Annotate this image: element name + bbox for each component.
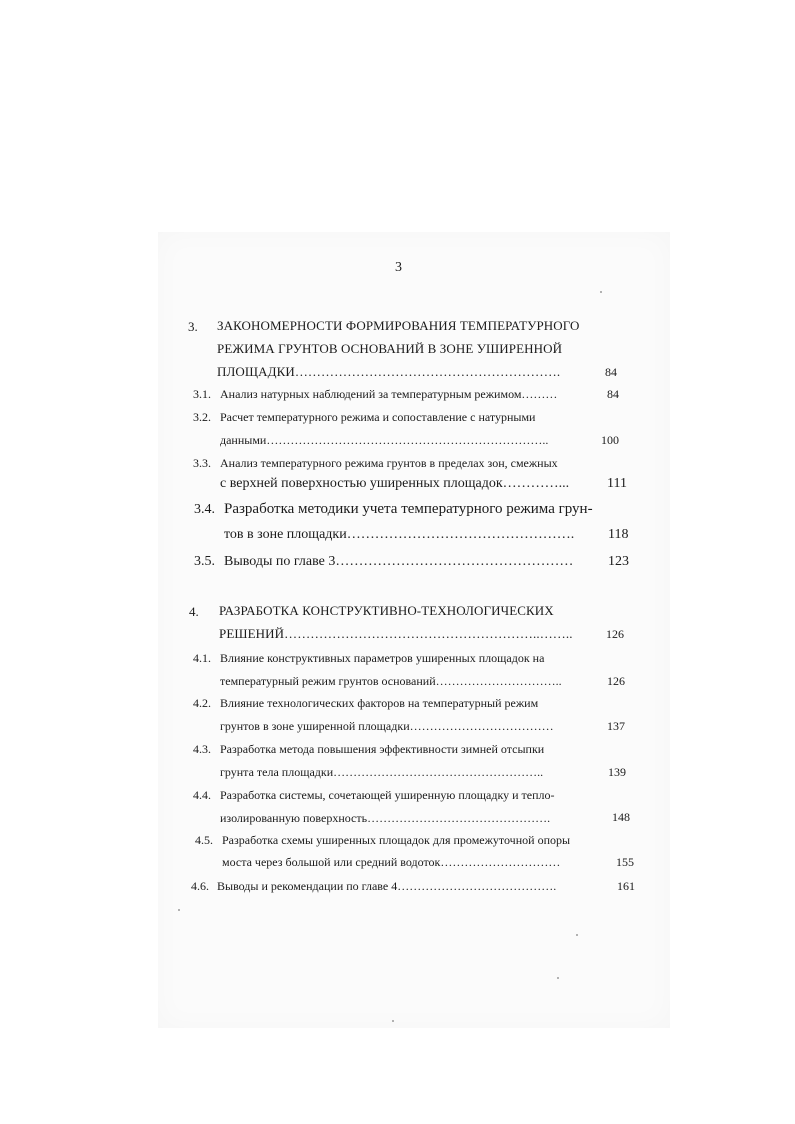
toc-page-number: 139 <box>608 765 626 779</box>
section-title: грунтов в зоне уширенной площадки……………………………… <box>220 719 554 733</box>
section-number: 4.4. <box>193 788 211 802</box>
section-title: тов в зоне площадки…………………………………………. <box>224 527 575 542</box>
chapter-number: 3. <box>188 319 198 334</box>
section-title: Анализ натурных наблюдений за температурным режимом……… <box>220 387 558 401</box>
section-title: Разработка метода повышения эффективности зимней отсыпки <box>220 742 545 756</box>
page-number: 3 <box>395 260 402 275</box>
chapter-title-line: ЗАКОНОМЕРНОСТИ ФОРМИРОВАНИЯ ТЕМПЕРАТУРНОГО <box>217 318 580 333</box>
scan-speck <box>576 934 578 936</box>
section-number: 3.1. <box>193 387 211 401</box>
scan-speck <box>392 1020 394 1022</box>
toc-page-number: 84 <box>605 365 617 379</box>
toc-page-number: 155 <box>616 855 634 869</box>
section-title: моста через большой или средний водоток………………………… <box>222 855 561 869</box>
section-title: данными…………………………………………………………….. <box>220 433 549 447</box>
section-title: Разработка методики учета температурного режима грун- <box>224 501 593 517</box>
section-title: изолированную поверхность………………………………………. <box>220 811 551 825</box>
toc-page-number: 126 <box>606 627 624 641</box>
chapter-title-line: РАЗРАБОТКА КОНСТРУКТИВНО-ТЕХНОЛОГИЧЕСКИХ <box>219 603 554 618</box>
section-number: 3.2. <box>193 410 211 424</box>
toc-page-number: 126 <box>607 674 625 688</box>
toc-page-number: 111 <box>607 476 627 491</box>
toc-page-number: 84 <box>607 387 619 401</box>
toc-page-number: 148 <box>612 810 630 824</box>
section-title: Анализ температурного режима грунтов в пределах зон, смежных <box>220 456 558 470</box>
section-title: Выводы по главе 3…………………………………………… <box>224 554 574 569</box>
toc-page-number: 100 <box>601 433 619 447</box>
section-number: 4.2. <box>193 696 211 710</box>
section-title: Расчет температурного режима и сопоставление с натурными <box>220 410 536 424</box>
chapter-title-line: РЕШЕНИЙ…………………………………………………..…….. <box>219 626 573 641</box>
section-title: Влияние технологических факторов на температурный режим <box>220 696 539 710</box>
section-number: 4.1. <box>193 651 211 665</box>
section-number: 3.3. <box>193 456 211 470</box>
toc-page-number: 137 <box>607 719 625 733</box>
section-number: 4.3. <box>193 742 211 756</box>
section-title: Влияние конструктивных параметров уширенных площадок на <box>220 651 545 665</box>
chapter-title-line: РЕЖИМА ГРУНТОВ ОСНОВАНИЙ В ЗОНЕ УШИРЕННОЙ <box>217 341 563 356</box>
section-title: Разработка системы, сочетающей уширенную площадку и тепло- <box>220 788 555 802</box>
section-number: 4.5. <box>195 833 213 847</box>
section-title: грунта тела площадки…………………………………………….. <box>220 765 544 779</box>
section-title: температурный режим грунтов оснований………………………….. <box>220 674 562 688</box>
scan-speck <box>178 909 180 911</box>
scan-speck <box>600 291 602 293</box>
section-number: 3.4. <box>194 502 215 517</box>
section-title: Разработка схемы уширенных площадок для промежуточной опоры <box>222 833 571 847</box>
scan-speck <box>557 977 559 979</box>
toc-page-number: 161 <box>617 879 635 893</box>
section-number: 4.6. <box>191 879 209 893</box>
chapter-title-line: ПЛОЩАДКИ……………………………………………………. <box>217 364 561 379</box>
toc-page-number: 123 <box>608 554 629 569</box>
section-title: Выводы и рекомендации по главе 4…………………………………. <box>217 879 557 893</box>
section-number: 3.5. <box>194 554 215 569</box>
section-title: с верхней поверхностью уширенных площадок…………... <box>220 476 570 491</box>
chapter-number: 4. <box>189 604 199 619</box>
toc-page-number: 118 <box>608 527 629 542</box>
